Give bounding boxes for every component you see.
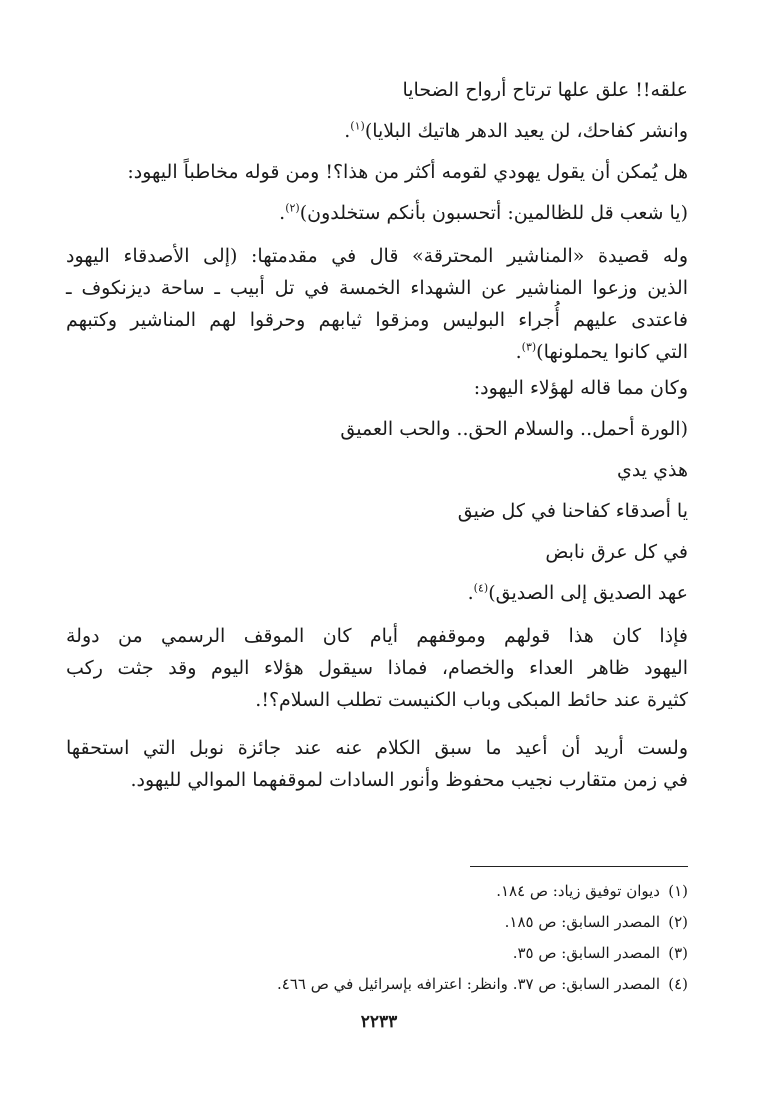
footnote-item: (١)ديوان توفيق زياد: ص ١٨٤. [496, 882, 688, 900]
footnotes [66, 876, 688, 1000]
main-text [66, 70, 688, 796]
footnote-item: (٢)المصدر السابق: ص ١٨٥. [504, 913, 688, 931]
footnote-ref: (٢) [285, 201, 300, 215]
poem-line: (الورة أحمل.. والسلام الحق.. والحب العميق [340, 418, 688, 440]
poem-line: عهد الصديق إلى الصديق)$^{(٤)}$. [467, 581, 688, 604]
verse-line: علقه!! علق علها ترتاح أرواح الضحايا [402, 79, 688, 101]
footnote-ref: (١) [350, 119, 365, 133]
quote-line: (يا شعب قل للظالمين: أتحسبون بأنكم ستخلدون)$^{(٢)}$. [279, 201, 688, 224]
poem-line: يا أصدقاء كفاحنا في كل ضيق [457, 500, 688, 522]
poem-line: هذي يدي [616, 459, 688, 481]
poem-line: في كل عرق نابض [545, 541, 688, 563]
paragraph-stance: فإذا كان هذا قولهم وموقفهم أيام كان الموقف الرسمي من دولة اليهود ظاهر العداء والخصام، فماذا سيقول هؤلاء اليوم وقد جثت ركب كثيرة عند حائط المبكى وباب الكنيست تطلب السلام؟!. [66, 625, 688, 711]
paragraph-manashir: وله قصيدة «المناشير المحترقة» قال في مقدمتها: (إلى الأصدقاء اليهود الذين وزعوا المناشير عن الشهداء الخمسة في تل أبيب ـ ساحة ديزنكوف ـ فاعتدى عليهم أُجراء البوليس ومزقوا ثيابهم وحرقوا لهم المناشير وكتبهم التي كانوا يحملونها)$^{(٣)}$. [66, 245, 688, 363]
footnote-ref: (٣) [521, 340, 537, 354]
intro-line: وكان مما قاله لهؤلاء اليهود: [473, 377, 688, 399]
page-number: ٢٢٣٣ [360, 1012, 398, 1032]
footnote-item: (٣)المصدر السابق: ص ٣٥. [512, 944, 688, 962]
paragraph-nobel: ولست أريد أن أعيد ما سبق الكلام عنه عند جائزة نوبل التي استحقها في زمن متقارب نجيب محفوظ وأنور السادات لموقفهما الموالي لليهود. [66, 737, 688, 791]
footnote-item: (٤)المصدر السابق: ص ٣٧. وانظر: اعترافه بإسرائيل في ص ٤٦٦. [276, 975, 688, 993]
question-line: هل يُمكن أن يقول يهودي لقومه أكثر من هذا؟! ومن قوله مخاطباً اليهود: [127, 161, 688, 183]
verse-line: وانشر كفاحك، لن يعيد الدهر هاتيك البلايا)$^{(١)}$. [344, 119, 688, 142]
footnote-ref: (٤) [473, 581, 489, 595]
footnote-divider [470, 866, 688, 867]
